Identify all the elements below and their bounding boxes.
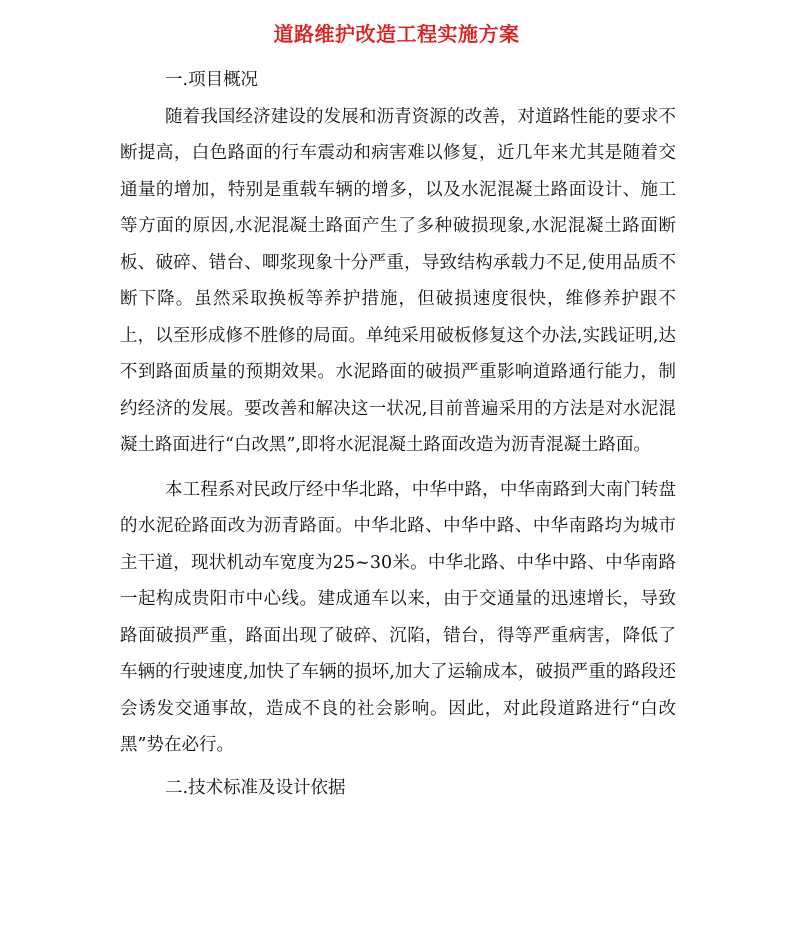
paragraph-spacer bbox=[120, 464, 676, 472]
section-heading-project-overview: 一.项目概况 bbox=[165, 70, 259, 90]
section-heading-technical-standards: 二.技术标准及设计依据 bbox=[165, 777, 346, 798]
paragraph-background: 随着我国经济建设的发展和沥青资源的改善，对道路性能的要求不断提高，白色路面的行车震动和病害难以修复，近几年来尤其是随着交通量的增加，特别是重载车辆的增多，以及水泥混凝土路面设计、施工等方面的原因,水泥混凝土路面产生了多种破损现象,水泥混凝土路面断板、破碎、错台、唧浆现象十分严重，导致结构承载力不足,使用品质不断下降。虽然采取换板等养护措施，但破损速度很快，维修养护跟不上，以至形成修不胜修的局面。单纯采用破板修复这个办法,实践证明,达不到路面质量的预期效果。水泥路面的破损严重影响道路通行能力，制约经济的发展。要改善和解决这一状况,目前普遍采用的方法是对水泥混凝土路面进行“白改黑”,即将水泥混凝土路面改造为沥青混凝土路面。 bbox=[120, 106, 676, 455]
document-body bbox=[120, 62, 676, 806]
document-title: 道路维护改造工程实施方案 bbox=[273, 22, 520, 46]
paragraph-project-scope: 本工程系对民政厅经中华北路，中华中路，中华南路到大南门转盘的水泥砼路面改为沥青路面。中华北路、中华中路、中华南路均为城市主干道，现状机动车宽度为25~30米。中华北路、中华中路、中华南路一起构成贵阳市中心线。建成通车以来，由于交通量的迅速增长，导致路面破损严重，路面出现了破碎、沉陷，错台，得等严重病害，降低了车辆的行驶速度,加快了车辆的损坏,加大了运输成本，破损严重的路段还会诱发交通事故，造成不良的社会影响。因此，对此段道路进行“白改黑”势在必行。 bbox=[120, 479, 676, 755]
